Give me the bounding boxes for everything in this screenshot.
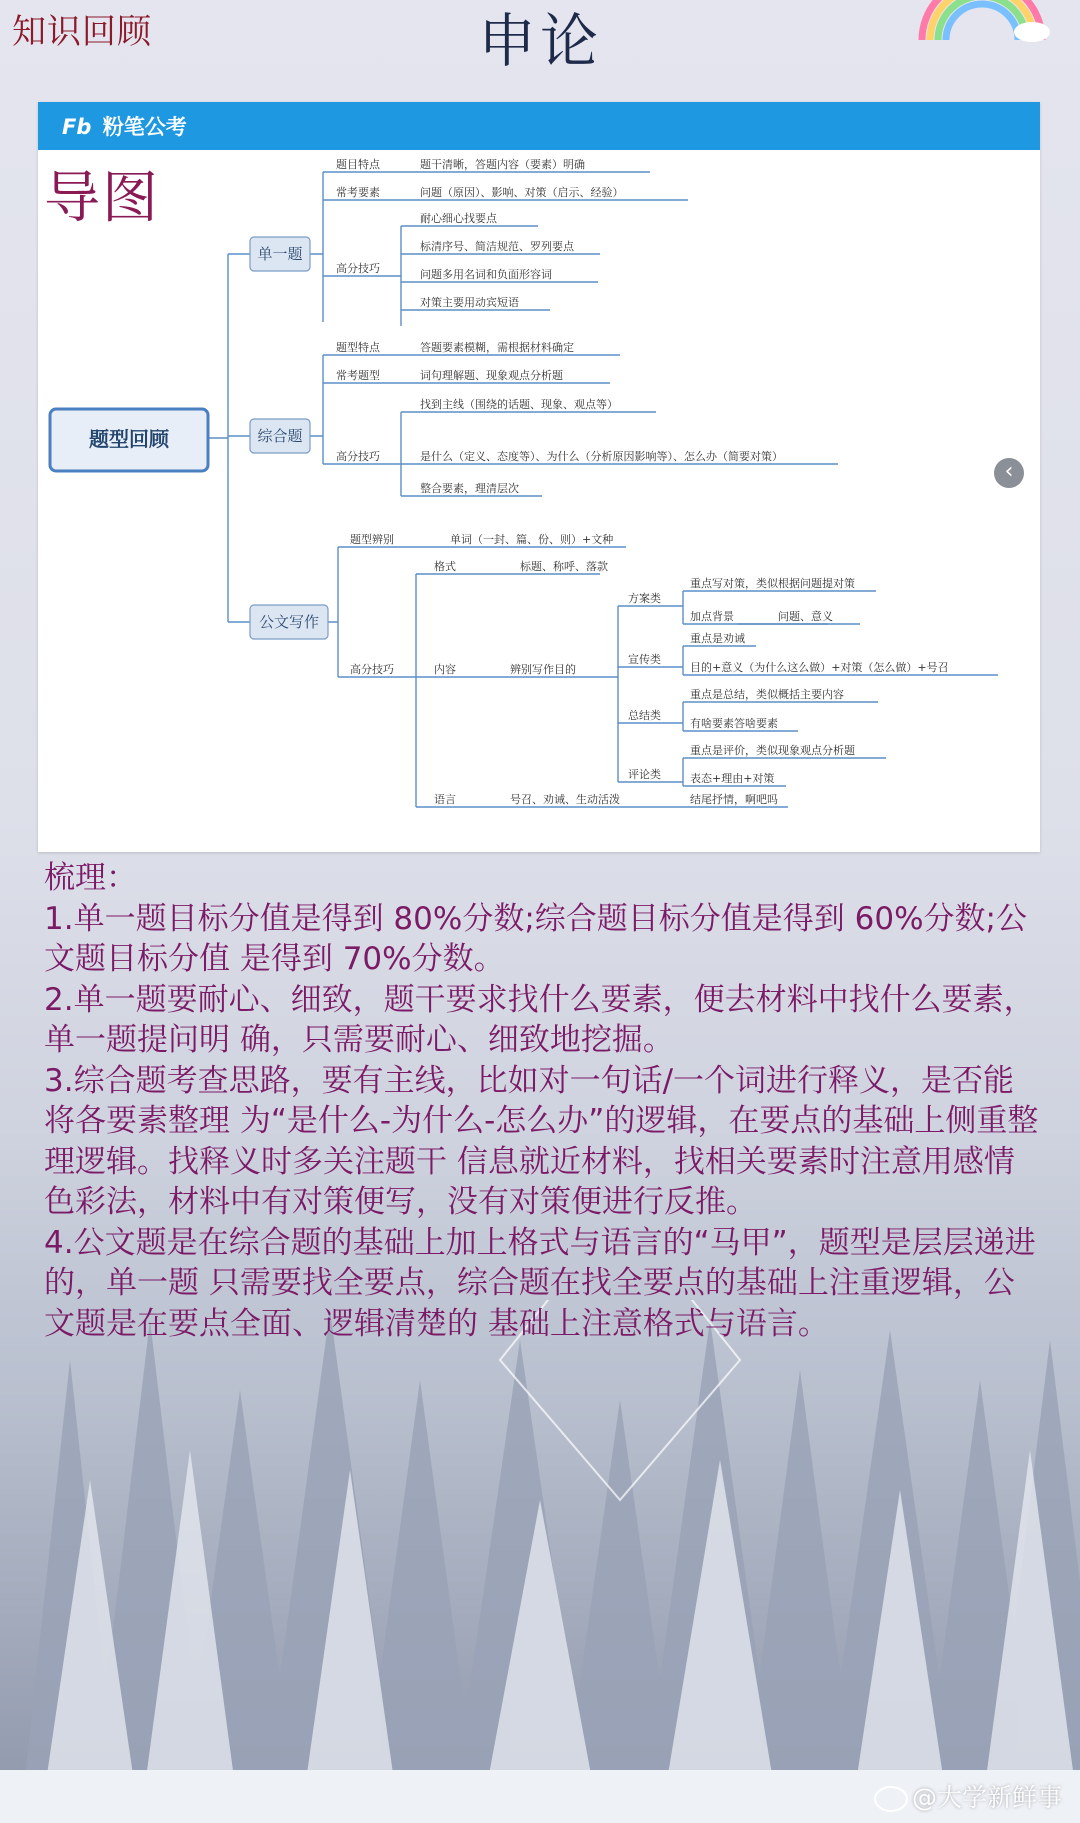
mm-type-label: 总结类 xyxy=(628,709,661,722)
mm-text: 整合要素，理清层次 xyxy=(420,482,519,495)
main-node-gongwen-label: 公文写作 xyxy=(258,613,320,631)
mm-text: 加点背景 xyxy=(690,610,734,623)
mm-label: 题型辨别 xyxy=(350,533,394,546)
notes-paragraph: 4.公文题是在综合题的基础上加上格式与语言的“马甲”，题型是层层递进的，单一题 只需要找全要点，综合题在找全要点的基础上注重逻辑，公文题是在要点全面、逻辑清楚的 基础上注意格式与语言。 xyxy=(44,1224,1036,1342)
section-title: 导图 xyxy=(44,166,160,231)
mm-text: 标清序号、简洁规范、罗列要点 xyxy=(420,240,574,253)
mm-text: 单词（一封、篇、份、则）+文种 xyxy=(450,533,614,546)
mm-text: 辨别写作目的 xyxy=(510,663,576,676)
mm-type-label: 评论类 xyxy=(628,768,661,781)
notes-heading: 梳理： xyxy=(44,860,137,896)
mm-text: 表态+理由+对策 xyxy=(690,772,775,785)
mm-text: 问题（原因）、影响、对策（启示、经验） xyxy=(420,186,624,199)
mm-label: 语言 xyxy=(434,793,456,806)
mm-text: 标题、称呼、落款 xyxy=(520,560,608,573)
notes-section xyxy=(44,858,1044,1344)
weibo-icon xyxy=(874,1786,908,1812)
mm-text: 词句理解题、现象观点分析题 xyxy=(420,369,563,382)
watermark xyxy=(874,1778,1062,1814)
main-node-zonghe-label: 综合题 xyxy=(257,427,303,445)
notes-paragraph: 2.单一题要耐心、细致，题干要求找什么要素，便去材料中找什么要素，单一题提问明 确，只需要耐心、细致地挖掘。 xyxy=(44,981,1035,1058)
snowy-forest-background xyxy=(0,1300,1080,1823)
mm-text: 有啥要素答啥要素 xyxy=(690,717,778,730)
mm-text: 号召、劝诫、生动活泼 xyxy=(510,793,620,806)
mm-text: 重点是劝诫 xyxy=(690,632,745,645)
mm-text: 找到主线（围绕的话题、现象、观点等） xyxy=(420,398,618,411)
mm-label: 题型特点 xyxy=(336,341,380,354)
mm-label: 高分技巧 xyxy=(350,663,394,676)
mm-text: 对策主要用动宾短语 xyxy=(420,296,519,309)
mm-type-label: 方案类 xyxy=(628,592,661,605)
mm-label: 内容 xyxy=(434,663,456,676)
mm-label: 常考题型 xyxy=(336,369,380,382)
mm-text: 结尾抒情，啊吧吗 xyxy=(690,793,778,806)
mm-text: 答题要素模糊，需根据材料确定 xyxy=(420,341,574,354)
mm-label: 题目特点 xyxy=(336,158,380,171)
mm-text: 是什么（定义、态度等）、为什么（分析原因影响等）、怎么办（简要对策） xyxy=(420,450,783,463)
mm-label: 高分技巧 xyxy=(336,262,380,275)
mm-text: 重点写对策，类似根据问题提对策 xyxy=(690,577,855,590)
notes-paragraph: 1.单一题目标分值是得到 80%分数;综合题目标分值是得到 60%分数;公文题目标分值 是得到 70%分数。 xyxy=(44,900,1027,977)
mm-label: 高分技巧 xyxy=(336,450,380,463)
watermark-text: @大学新鲜事 xyxy=(911,1783,1062,1812)
brand-name: 粉笔公考 xyxy=(102,115,187,139)
notes-paragraph: 3.综合题考查思路，要有主线，比如对一句话/一个词进行释义，是否能将各要素整理 为“是什么-为什么-怎么办”的逻辑，在要点的基础上侧重整理逻辑。找释义时多关注题干 信息就近材料，找相关要素时注意用感情色彩法，材料中有对策便写，没有对策便进行反推。 xyxy=(44,1062,1039,1220)
mm-text: 重点是评价，类似现象观点分析题 xyxy=(690,744,855,757)
mm-text: 重点是总结，类似概括主要内容 xyxy=(690,688,844,701)
mm-text: 目的+意义（为什么这么做）+对策（怎么做）+号召 xyxy=(690,661,949,674)
mm-text: 问题、意义 xyxy=(778,610,833,623)
mm-label: 常考要素 xyxy=(336,186,380,199)
mindmap-card xyxy=(38,102,1040,852)
root-node-label: 题型回顾 xyxy=(89,427,169,451)
mm-text: 题干清晰，答题内容（要素）明确 xyxy=(420,158,585,171)
mindmap-diagram xyxy=(38,102,1040,852)
corner-title: 知识回顾 xyxy=(12,12,152,52)
mm-text: 耐心细心找要点 xyxy=(420,212,497,225)
mm-label: 格式 xyxy=(434,560,456,573)
page-title: 申论 xyxy=(477,7,602,75)
mm-type-label: 宣传类 xyxy=(628,653,661,666)
mm-text: 问题多用名词和负面形容词 xyxy=(420,268,552,281)
brand-logo: Fb xyxy=(62,115,92,139)
carousel-prev-button[interactable]: ‹ xyxy=(994,458,1024,488)
main-node-danyi-label: 单一题 xyxy=(257,245,303,263)
